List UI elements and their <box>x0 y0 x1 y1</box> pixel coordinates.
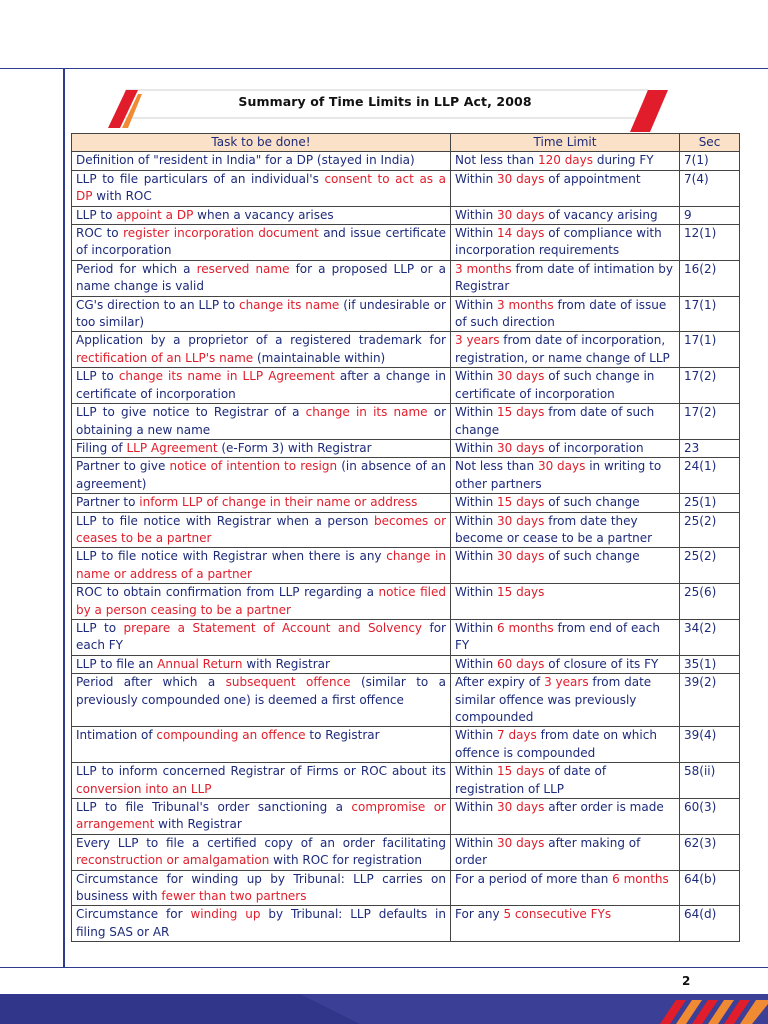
text-segment: with ROC for registration <box>269 853 422 868</box>
text-segment: Circumstance for winding up by Tribunal: LLP carries on business with <box>76 871 446 904</box>
highlighted-text: 30 days <box>497 513 545 528</box>
text-segment: Within <box>455 835 497 850</box>
left-margin-rule <box>63 68 65 967</box>
highlighted-text: 3 months <box>497 297 554 312</box>
text-segment: Partner to give <box>76 459 170 474</box>
task-cell <box>72 655 451 673</box>
text-segment: with Registrar <box>154 817 242 832</box>
section-cell: 7(1) <box>680 152 740 170</box>
text-segment: LLP to file notice with Registrar when there is any <box>76 549 387 564</box>
text-segment: of such change in certificate of incorporation <box>455 369 655 401</box>
table-row <box>72 206 740 224</box>
time-limit-cell <box>451 170 680 206</box>
highlighted-text: 6 months <box>612 871 669 886</box>
section-cell: 23 <box>680 439 740 457</box>
text-segment: Not less than <box>455 459 538 474</box>
section-cell: 34(2) <box>680 619 740 655</box>
text-segment: LLP to file notice with Registrar when a person <box>76 513 374 528</box>
task-cell <box>72 727 451 763</box>
time-limit-cell <box>451 548 680 584</box>
table-row <box>72 655 740 673</box>
highlighted-text: compounding an offence <box>156 728 306 743</box>
table-row <box>72 332 740 368</box>
text-segment: or obtaining a new name <box>76 405 446 437</box>
text-segment: Within <box>455 656 497 671</box>
text-segment: Within <box>455 620 497 635</box>
highlighted-text: appoint a DP <box>116 207 194 222</box>
task-cell <box>72 674 451 727</box>
text-segment: Partner to <box>76 495 140 510</box>
highlighted-text: 14 days <box>497 226 545 241</box>
task-cell <box>72 619 451 655</box>
highlighted-text: change in name or address of a partner <box>76 549 446 581</box>
text-segment: Within <box>455 405 497 420</box>
text-segment: after order is made <box>544 800 664 815</box>
text-segment: from date of incorporation, registration, or name change of LLP <box>455 333 670 365</box>
text-segment: Within <box>455 549 497 564</box>
highlighted-text: notice filed by a person ceasing to be a partner <box>76 585 446 617</box>
table-row <box>72 260 740 296</box>
time-limit-cell <box>451 763 680 799</box>
table-row <box>72 404 740 440</box>
table-row <box>72 763 740 799</box>
text-segment: of such change <box>544 495 640 510</box>
task-cell <box>72 834 451 870</box>
text-segment: from date of intimation by Registrar <box>455 261 674 294</box>
footer-band <box>0 994 768 1024</box>
text-segment: from end of each FY <box>455 620 660 653</box>
text-segment: after making of order <box>455 835 641 868</box>
table-row <box>72 619 740 655</box>
text-segment: LLP to <box>76 207 117 222</box>
highlighted-text: register incorporation document <box>123 226 319 241</box>
header-time-limit: Time Limit <box>451 134 680 152</box>
highlighted-text: 30 days <box>537 459 586 474</box>
highlighted-text: Annual Return <box>157 656 243 671</box>
text-segment: Within <box>455 495 497 510</box>
task-cell <box>72 906 451 942</box>
time-limit-cell <box>451 619 680 655</box>
text-segment: to Registrar <box>305 728 380 743</box>
text-segment: LLP to file particulars of an individual's <box>76 171 325 186</box>
section-cell: 25(2) <box>680 548 740 584</box>
task-cell <box>72 494 451 512</box>
text-segment: LLP to <box>76 369 119 384</box>
text-segment: of incorporation <box>544 440 644 455</box>
time-limit-cell <box>451 906 680 942</box>
section-cell: 17(2) <box>680 368 740 404</box>
text-segment: during FY <box>593 153 654 168</box>
text-segment: and issue certificate of incorporation <box>76 226 446 258</box>
section-cell: 9 <box>680 206 740 224</box>
section-cell: 60(3) <box>680 799 740 835</box>
highlighted-text: 6 months <box>497 620 554 635</box>
task-cell <box>72 404 451 440</box>
text-segment: LLP to file Tribunal's order sanctioning a <box>76 800 352 815</box>
text-segment: Within <box>455 171 497 186</box>
table-row <box>72 368 740 404</box>
bottom-rule <box>0 967 768 968</box>
time-limit-cell <box>451 296 680 332</box>
text-segment: for a proposed LLP or a name change is valid <box>76 261 446 294</box>
text-segment: Within <box>455 800 497 815</box>
highlighted-text: notice of intention to resign <box>169 459 338 474</box>
table-row <box>72 548 740 584</box>
text-segment: LLP to <box>76 620 124 635</box>
highlighted-text: consent to act as a DP <box>76 171 446 204</box>
table-row <box>72 458 740 494</box>
section-cell: 17(2) <box>680 404 740 440</box>
text-segment: of compliance with incorporation requirements <box>455 226 662 258</box>
section-cell: 35(1) <box>680 655 740 673</box>
text-segment: Period after which a <box>76 675 226 690</box>
text-segment: with ROC <box>92 189 152 204</box>
time-limit-cell <box>451 494 680 512</box>
task-cell <box>72 584 451 620</box>
time-limit-cell <box>451 584 680 620</box>
section-cell: 39(4) <box>680 727 740 763</box>
section-cell: 12(1) <box>680 225 740 261</box>
text-segment: LLP to give notice to Registrar of a <box>76 405 306 420</box>
text-segment: Within <box>455 728 497 743</box>
time-limit-cell <box>451 332 680 368</box>
highlighted-text: 15 days <box>497 405 545 420</box>
table-row <box>72 834 740 870</box>
text-segment: Within <box>455 513 497 528</box>
section-cell: 24(1) <box>680 458 740 494</box>
table-row <box>72 906 740 942</box>
time-limit-cell <box>451 512 680 548</box>
section-cell: 7(4) <box>680 170 740 206</box>
page-number: 2 <box>682 974 691 988</box>
header-task: Task to be done! <box>72 134 451 152</box>
text-segment: Filing of <box>76 440 127 455</box>
text-segment: LLP to file an <box>76 656 158 671</box>
task-cell <box>72 260 451 296</box>
time-limit-cell <box>451 206 680 224</box>
text-segment: with Registrar <box>242 656 330 671</box>
text-segment: Every LLP to file a certified copy of an order facilitating <box>76 835 446 850</box>
highlighted-text: change its name in LLP Agreement <box>118 369 335 384</box>
time-limit-cell <box>451 225 680 261</box>
text-segment: (if undesirable or too similar) <box>76 297 446 330</box>
text-segment: from date similar offence was previously compounded <box>455 675 652 724</box>
section-cell: 64(d) <box>680 906 740 942</box>
text-segment: from date of issue of such direction <box>455 297 667 330</box>
time-limit-cell <box>451 727 680 763</box>
section-cell: 25(1) <box>680 494 740 512</box>
highlighted-text: 30 days <box>497 835 545 850</box>
text-segment: CG's direction to an LLP to <box>76 297 239 312</box>
time-limit-cell <box>451 458 680 494</box>
highlighted-text: 30 days <box>497 369 545 384</box>
highlighted-text: change its name <box>238 297 340 312</box>
section-cell: 64(b) <box>680 870 740 906</box>
task-cell <box>72 368 451 404</box>
text-segment: Within <box>455 764 497 779</box>
time-limit-cell <box>451 674 680 727</box>
text-segment: Within <box>455 297 497 312</box>
text-segment: Circumstance for <box>76 907 191 922</box>
task-cell <box>72 170 451 206</box>
highlighted-text: 7 days <box>497 728 537 743</box>
text-segment: After expiry of <box>455 675 545 690</box>
text-segment: from date they become or cease to be a partner <box>455 513 653 545</box>
table-row <box>72 727 740 763</box>
task-cell <box>72 458 451 494</box>
highlighted-text: conversion into an LLP <box>76 781 212 796</box>
text-segment: in writing to other partners <box>455 459 662 491</box>
table-row <box>72 512 740 548</box>
time-limit-cell <box>451 260 680 296</box>
highlighted-text: 3 years <box>455 333 500 348</box>
task-cell <box>72 512 451 548</box>
text-segment: Within <box>455 207 497 222</box>
highlighted-text: subsequent offence <box>225 675 351 690</box>
time-limit-cell <box>451 870 680 906</box>
text-segment: of vacancy arising <box>544 207 658 222</box>
table-row <box>72 152 740 170</box>
page-title: Summary of Time Limits in LLP Act, 2008 <box>238 94 532 109</box>
section-cell: 16(2) <box>680 260 740 296</box>
table-row <box>72 799 740 835</box>
text-segment: Application by a proprietor of a registered trademark for <box>76 333 446 348</box>
section-cell: 62(3) <box>680 834 740 870</box>
table-row <box>72 494 740 512</box>
top-rule <box>0 68 768 69</box>
text-segment: Definition of "resident in India" for a DP (stayed in India) <box>76 153 415 168</box>
section-cell: 17(1) <box>680 296 740 332</box>
task-cell <box>72 439 451 457</box>
text-segment: of such change <box>544 549 640 564</box>
highlighted-text: becomes or ceases to be a partner <box>76 513 446 545</box>
text-segment: from date on which offence is compounded <box>455 728 657 760</box>
highlighted-text: 15 days <box>497 764 545 779</box>
task-cell <box>72 763 451 799</box>
section-cell: 39(2) <box>680 674 740 727</box>
text-segment: of appointment <box>544 171 641 186</box>
text-segment: ROC to obtain confirmation from LLP regarding a <box>76 585 379 600</box>
table-row <box>72 170 740 206</box>
header-section: Sec <box>680 134 740 152</box>
text-segment: of closure of its FY <box>544 656 659 671</box>
text-segment: For any <box>455 907 504 922</box>
table-row <box>72 674 740 727</box>
task-cell <box>72 152 451 170</box>
text-segment: Within <box>455 440 497 455</box>
highlighted-text: prepare a Statement of Account and Solvency <box>123 620 423 635</box>
text-segment: (in absence of an agreement) <box>76 459 446 491</box>
task-cell <box>72 296 451 332</box>
time-limit-cell <box>451 404 680 440</box>
task-cell <box>72 225 451 261</box>
highlighted-text: 15 days <box>497 585 545 600</box>
time-limit-cell <box>451 152 680 170</box>
highlighted-text: 3 years <box>544 675 589 690</box>
text-segment: LLP to inform concerned Registrar of Firms or ROC about its <box>76 764 446 779</box>
section-cell: 25(2) <box>680 512 740 548</box>
text-segment: for each FY <box>76 620 446 653</box>
highlighted-text: inform LLP of change in their name or address <box>139 495 418 510</box>
time-limit-cell <box>451 834 680 870</box>
highlighted-text: 30 days <box>497 800 545 815</box>
time-limits-table <box>71 133 740 942</box>
table-row <box>72 296 740 332</box>
task-cell <box>72 548 451 584</box>
text-segment: (maintainable within) <box>253 350 386 365</box>
text-segment: (e-Form 3) with Registrar <box>217 440 372 455</box>
time-limit-cell <box>451 799 680 835</box>
task-cell <box>72 799 451 835</box>
highlighted-text: 30 days <box>497 207 545 222</box>
highlighted-text: reserved name <box>196 261 290 276</box>
highlighted-text: rectification of an LLP's name <box>76 350 254 365</box>
text-segment: Intimation of <box>76 728 157 743</box>
time-limit-cell <box>451 439 680 457</box>
table-row <box>72 870 740 906</box>
highlighted-text: 30 days <box>497 440 545 455</box>
table-header-row <box>72 134 740 152</box>
text-segment: Period for which a <box>76 261 197 276</box>
table-row <box>72 439 740 457</box>
highlighted-text: 30 days <box>497 171 545 186</box>
text-segment: of date of registration of LLP <box>455 764 607 796</box>
text-segment: by Tribunal: LLP defaults in filing SAS or AR <box>76 907 446 939</box>
task-cell <box>72 870 451 906</box>
time-limit-cell <box>451 655 680 673</box>
task-cell <box>72 332 451 368</box>
highlighted-text: 60 days <box>497 656 545 671</box>
section-cell: 25(6) <box>680 584 740 620</box>
text-segment: Not less than <box>455 153 538 168</box>
highlighted-text: 15 days <box>497 495 545 510</box>
text-segment: Within <box>455 585 497 600</box>
text-segment: ROC to <box>76 226 124 241</box>
highlighted-text: winding up <box>190 907 261 922</box>
section-cell: 17(1) <box>680 332 740 368</box>
text-segment: (similar to a previously compounded one) is deemed a first offence <box>76 675 446 707</box>
table-row <box>72 225 740 261</box>
highlighted-text: fewer than two partners <box>161 889 307 904</box>
highlighted-text: LLP Agreement <box>126 440 218 455</box>
section-cell: 58(ii) <box>680 763 740 799</box>
highlighted-text: change in its name <box>305 405 428 420</box>
highlighted-text: 120 days <box>537 153 594 168</box>
table-row <box>72 584 740 620</box>
text-segment: Within <box>455 226 497 241</box>
text-segment: when a vacancy arises <box>193 207 334 222</box>
text-segment: from date of such change <box>455 405 655 437</box>
time-limit-cell <box>451 368 680 404</box>
text-segment: Within <box>455 369 497 384</box>
highlighted-text: reconstruction or amalgamation <box>76 853 270 868</box>
text-segment: For a period of more than <box>455 871 613 886</box>
highlighted-text: 30 days <box>497 549 545 564</box>
highlighted-text: 3 months <box>455 261 512 276</box>
highlighted-text: 5 consecutive FYs <box>503 907 612 922</box>
highlighted-text: compromise or arrangement <box>76 800 446 832</box>
task-cell <box>72 206 451 224</box>
text-segment: after a change in certificate of incorporation <box>76 369 446 401</box>
